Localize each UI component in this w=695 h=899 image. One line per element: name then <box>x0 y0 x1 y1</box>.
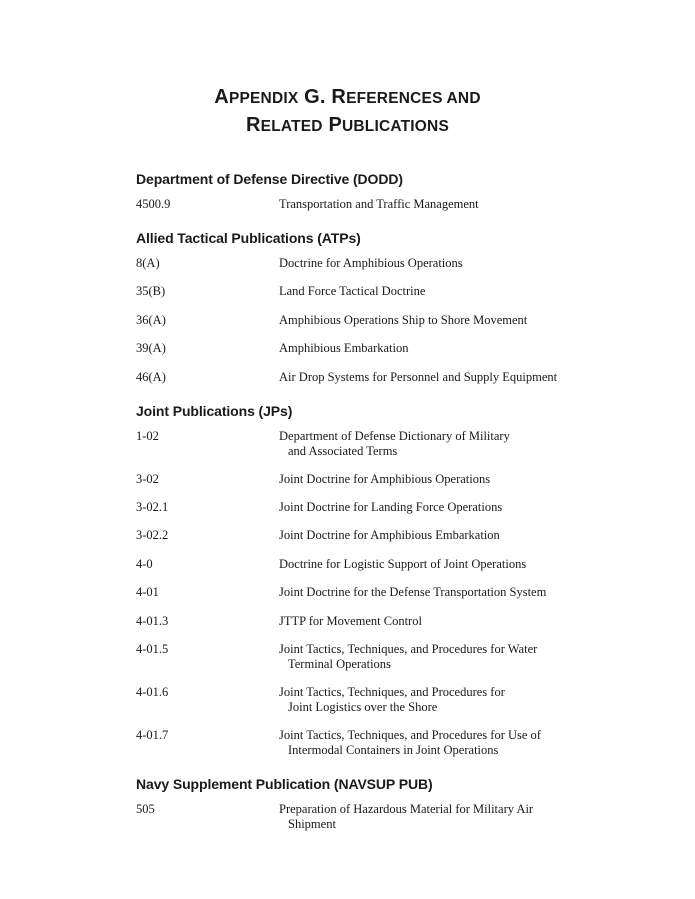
reference-title: Joint Tactics, Techniques, and Procedures for Use of Intermodal Containers in Joint Operations <box>279 728 541 757</box>
page-title-line-1: APPENDIX G. REFERENCES AND <box>214 86 481 108</box>
reference-title: Land Force Tactical Doctrine <box>279 284 426 298</box>
section-heading-atps: Allied Tactical Publications (ATPs) <box>136 230 361 246</box>
reference-number: 4-01.3 <box>136 614 169 628</box>
reference-title: Transportation and Traffic Management <box>279 197 479 211</box>
reference-title: Joint Doctrine for the Defense Transportation System <box>279 585 547 599</box>
reference-title: Amphibious Operations Ship to Shore Movement <box>279 313 528 327</box>
reference-title: Joint Tactics, Techniques, and Procedures for Joint Logistics over the Shore <box>279 685 505 714</box>
reference-number: 4-01 <box>136 585 159 599</box>
reference-number: 36(A) <box>136 313 166 327</box>
reference-number: 35(B) <box>136 284 166 298</box>
section-heading-jps: Joint Publications (JPs) <box>136 403 293 419</box>
reference-title: Doctrine for Amphibious Operations <box>279 256 463 270</box>
reference-number: 4-0 <box>136 557 153 571</box>
reference-number: 4-01.5 <box>136 642 169 656</box>
reference-title: Air Drop Systems for Personnel and Supply Equipment <box>279 370 558 384</box>
reference-title: Joint Tactics, Techniques, and Procedures for Water Terminal Operations <box>279 642 538 671</box>
reference-title: Doctrine for Logistic Support of Joint Operations <box>279 557 527 571</box>
reference-number: 3-02.1 <box>136 500 169 514</box>
page-title-line-2: RELATED PUBLICATIONS <box>246 114 449 136</box>
reference-title: Joint Doctrine for Amphibious Operations <box>279 472 491 486</box>
reference-number: 505 <box>136 802 155 816</box>
reference-number: 39(A) <box>136 341 166 355</box>
reference-number: 1-02 <box>136 429 159 443</box>
reference-number: 46(A) <box>136 370 166 384</box>
reference-number: 3-02 <box>136 472 159 486</box>
reference-title: Department of Defense Dictionary of Military and Associated Terms <box>279 429 510 458</box>
reference-title: Joint Doctrine for Landing Force Operations <box>279 500 503 514</box>
reference-title: Joint Doctrine for Amphibious Embarkation <box>279 528 500 542</box>
reference-number: 4500.9 <box>136 197 171 211</box>
reference-title: Preparation of Hazardous Material for Military Air Shipment <box>279 802 534 831</box>
reference-title: Amphibious Embarkation <box>279 341 409 355</box>
reference-number: 3-02.2 <box>136 528 169 542</box>
section-heading-dodd: Department of Defense Directive (DODD) <box>136 171 403 187</box>
reference-title: JTTP for Movement Control <box>279 614 422 628</box>
reference-number: 4-01.7 <box>136 728 169 742</box>
section-heading-navsup-pub: Navy Supplement Publication (NAVSUP PUB) <box>136 776 433 792</box>
reference-number: 4-01.6 <box>136 685 169 699</box>
reference-number: 8(A) <box>136 256 160 270</box>
